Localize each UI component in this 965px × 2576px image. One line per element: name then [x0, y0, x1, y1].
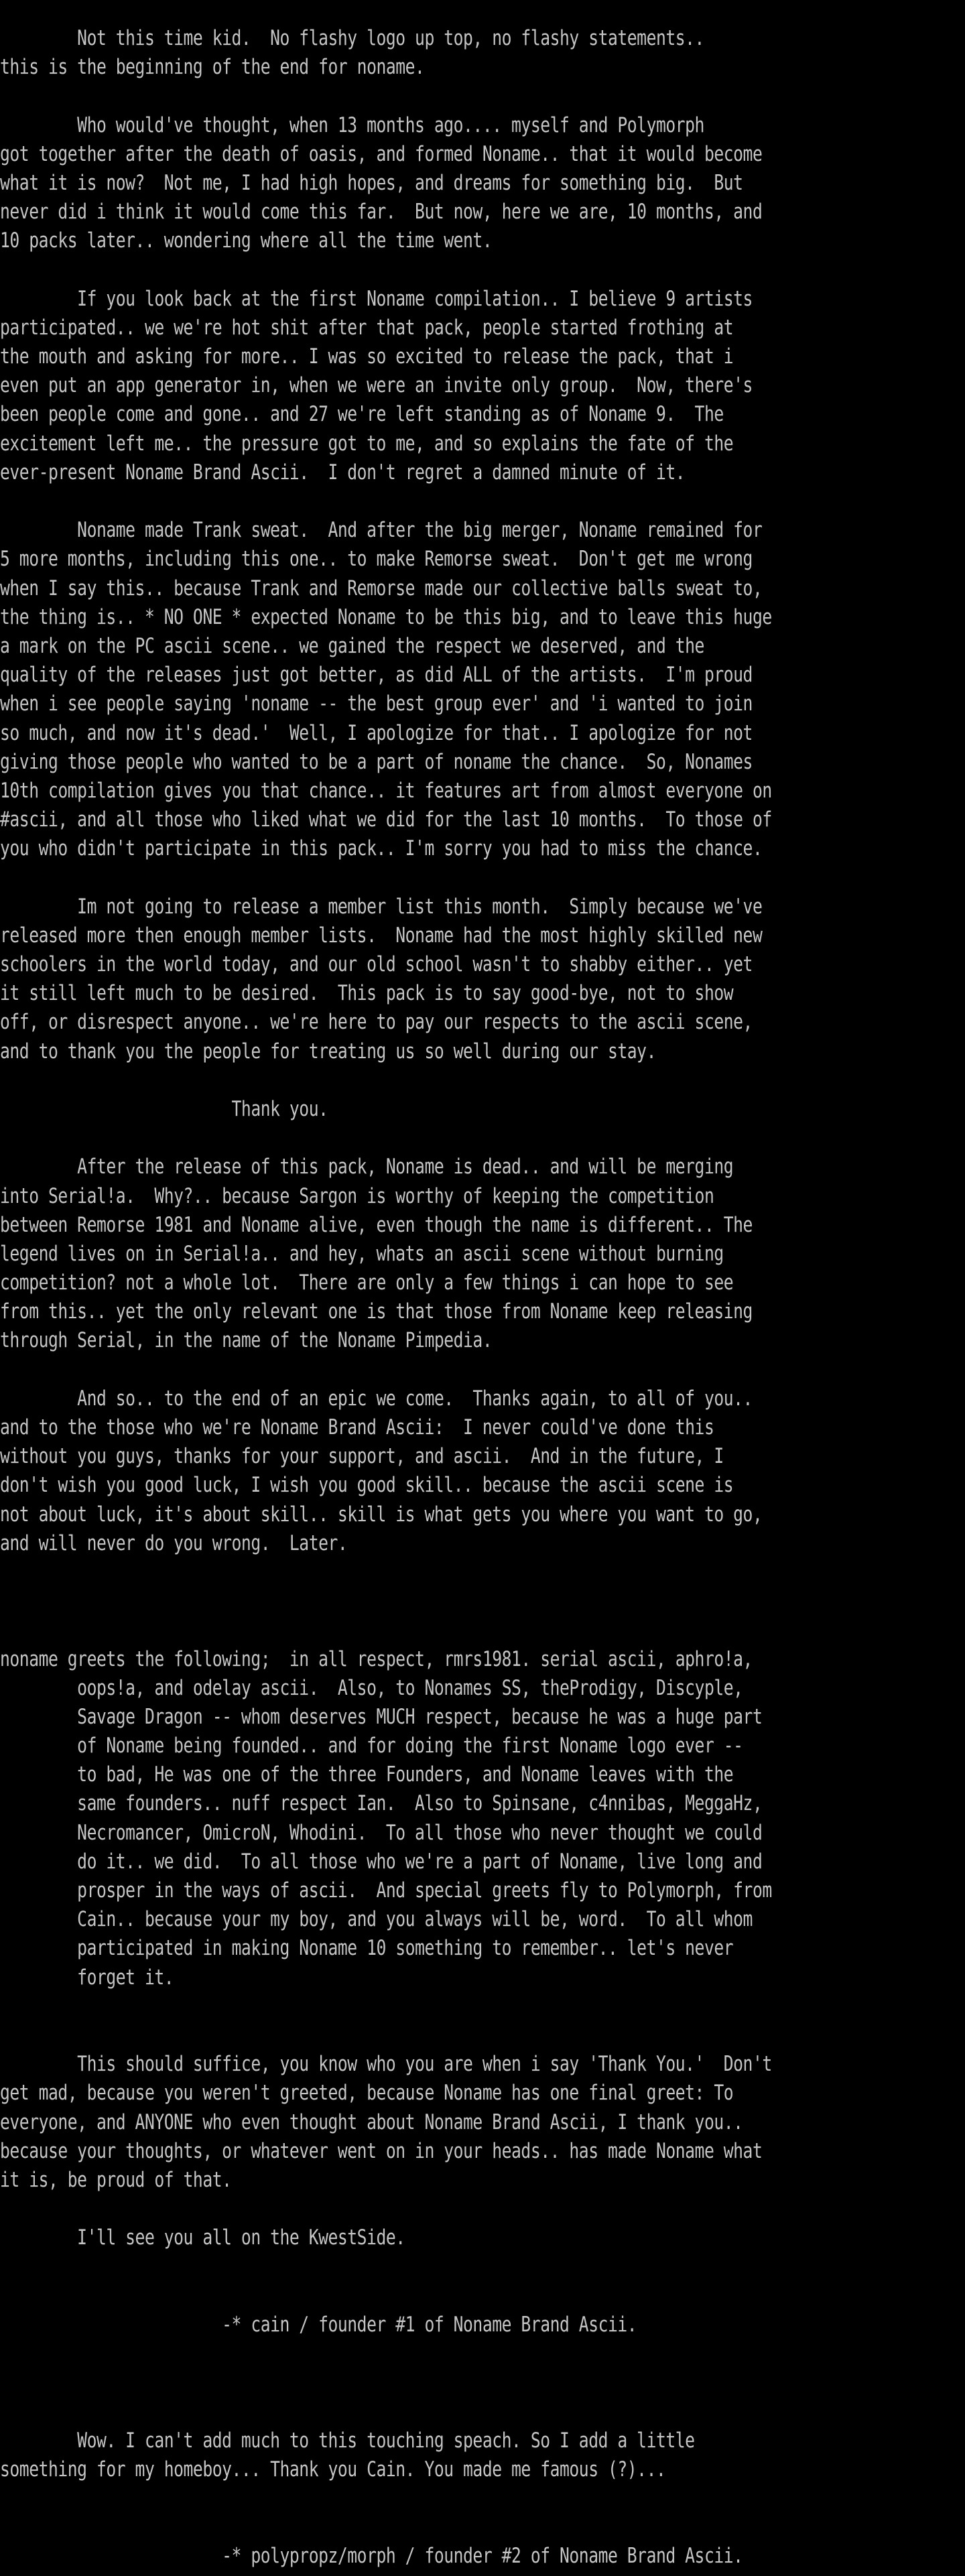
text-line: Im not going to release a member list this month. Simply because we've — [0, 894, 763, 919]
text-line: Necromancer, OmicroN, Whodini. To all those who never thought we could — [0, 1820, 763, 1845]
text-line: noname greets the following; in all respect, rmrs1981. serial ascii, aphro!a, — [0, 1647, 753, 1671]
text-line: do it.. we did. To all those who we're a part of Noname, live long and — [0, 1849, 763, 1874]
text-line: same founders.. nuff respect Ian. Also to Spinsane, c4nnibas, MeggaHz, — [0, 1791, 763, 1816]
text-line: and will never do you wrong. Later. — [0, 1531, 348, 1555]
text-line: Noname made Trank sweat. And after the big merger, Noname remained for — [0, 518, 763, 543]
blank-line — [0, 487, 769, 516]
text-line: you who didn't participate in this pack.. I'm sorry you had to miss the chance. — [0, 836, 763, 861]
blank-line — [0, 2252, 769, 2281]
text-line: giving those people who wanted to be a part of noname the chance. So, Nonames — [0, 749, 753, 774]
text-line: Who would've thought, when 13 months ago.... myself and Polymorph — [0, 113, 704, 137]
blank-line — [0, 1992, 769, 2021]
blank-line — [0, 863, 769, 892]
blank-line — [0, 1066, 769, 1095]
text-line: it still left much to be desired. This pack is to say good-bye, not to show — [0, 981, 734, 1006]
text-line: After the release of this pack, Noname is dead.. and will be merging — [0, 1155, 734, 1179]
text-line: schoolers in the world today, and our old school wasn't to shabby either.. yet — [0, 952, 753, 976]
text-line: what it is now? Not me, I had high hopes, and dreams for something big. But — [0, 170, 743, 195]
text-line: and to thank you the people for treating us so well during our stay. — [0, 1039, 656, 1064]
text-line: Thank you. — [0, 1096, 328, 1121]
text-line: into Serial!a. Why?.. because Sargon is worthy of keeping the competition — [0, 1183, 714, 1208]
blank-line — [0, 2339, 769, 2368]
blank-line — [0, 256, 769, 285]
text-line: legend lives on in Serial!a.. and hey, whats an ascii scene without burning — [0, 1241, 724, 1266]
text-line: And so.. to the end of an epic we come. Thanks again, to all of you.. — [0, 1386, 753, 1411]
blank-line — [0, 82, 769, 111]
text-line: between Remorse 1981 and Noname alive, even though the name is different.. The — [0, 1212, 753, 1237]
blank-line — [0, 1558, 769, 1587]
text-line: I'll see you all on the KwestSide. — [0, 2226, 405, 2250]
text-line: the thing is.. * NO ONE * expected Noname to be this big, and to leave this huge — [0, 604, 772, 629]
text-line: This should suffice, you know who you are when i say 'Thank You.' Don't — [0, 2052, 772, 2077]
text-line: this is the beginning of the end for noname. — [0, 55, 425, 80]
text-line: forget it. — [0, 1965, 174, 1990]
text-line: been people come and gone.. and 27 we're left standing as of Noname 9. The — [0, 402, 724, 427]
text-line: prosper in the ways of ascii. And special greets fly to Polymorph, from — [0, 1878, 772, 1903]
text-line: and to the those who we're Noname Brand Ascii: I never could've done this — [0, 1415, 714, 1439]
text-line: ever-present Noname Brand Ascii. I don't regret a damned minute of it. — [0, 460, 686, 485]
blank-line — [0, 2195, 769, 2224]
text-line: because your thoughts, or whatever went on in your heads.. has made Noname what — [0, 2138, 763, 2163]
text-line: so much, and now it's dead.' Well, I apologize for that.. I apologize for not — [0, 720, 753, 745]
text-line: not about luck, it's about skill.. skill is what gets you where you want to go, — [0, 1502, 763, 1527]
text-line: quality of the releases just got better, as did ALL of the artists. I'm proud — [0, 663, 753, 688]
text-line: when I say this.. because Trank and Remorse made our collective balls sweat to, — [0, 576, 763, 600]
text-line: the mouth and asking for more.. I was so excited to release the pack, that i — [0, 344, 734, 369]
text-line: through Serial, in the name of the Noname Pimpedia. — [0, 1328, 493, 1353]
text-line: oops!a, and odelay ascii. Also, to Nonames SS, theProdigy, Discyple, — [0, 1675, 743, 1700]
text-line: Cain.. because your my boy, and you always will be, word. To all whom — [0, 1907, 753, 1932]
text-line: everyone, and ANYONE who even thought about Noname Brand Ascii, I thank you.. — [0, 2110, 743, 2134]
text-line: without you guys, thanks for your support, and ascii. And in the future, I — [0, 1444, 724, 1469]
blank-line — [0, 1356, 769, 1384]
text-line: off, or disrespect anyone.. we're here to pay our respects to the ascii scene, — [0, 1010, 753, 1035]
text-line: excitement left me.. the pressure got to me, and so explains the fate of the — [0, 431, 734, 456]
blank-line — [0, 1616, 769, 1645]
text-line: -* polypropz/morph / founder #2 of Noname Brand Ascii. — [0, 2544, 743, 2569]
text-line: get mad, because you weren't greeted, because Noname has one final greet: To — [0, 2081, 734, 2106]
text-line: even put an app generator in, when we were an invite only group. Now, there's — [0, 373, 753, 398]
text-line: a mark on the PC ascii scene.. we gained the respect we deserved, and the — [0, 633, 704, 658]
blank-line — [0, 1124, 769, 1153]
text-line: to bad, He was one of the three Founders, and Noname leaves with the — [0, 1762, 734, 1787]
text-line: released more then enough member lists. Noname had the most highly skilled new — [0, 923, 763, 948]
text-line: participated in making Noname 10 something to remember.. let's never — [0, 1936, 734, 1961]
text-line: from this.. yet the only relevant one is that those from Noname keep releasing — [0, 1299, 753, 1324]
text-line: of Noname being founded.. and for doing the first Noname logo ever -- — [0, 1734, 743, 1758]
text-line: Savage Dragon -- whom deserves MUCH respect, because he was a huge part — [0, 1704, 763, 1729]
blank-line — [0, 1587, 769, 1616]
text-line: 5 more months, including this one.. to make Remorse sweat. Don't get me wrong — [0, 547, 753, 572]
text-line: #ascii, and all those who liked what we did for the last 10 months. To those of — [0, 808, 772, 832]
blank-line — [0, 2368, 769, 2397]
text-line: competition? not a whole lot. There are only a few things i can hope to see — [0, 1271, 734, 1295]
text-line: something for my homeboy... Thank you Cain. You made me famous (?)... — [0, 2457, 666, 2482]
text-line: don't wish you good luck, I wish you good skill.. because the ascii scene is — [0, 1473, 734, 1498]
blank-line — [0, 2513, 769, 2542]
text-line: it is, be proud of that. — [0, 2167, 232, 2192]
text-line: when i see people saying 'noname -- the best group ever' and 'i wanted to join — [0, 692, 753, 716]
text-line: got together after the death of oasis, and formed Noname.. that it would become — [0, 141, 763, 166]
blank-line — [0, 2282, 769, 2311]
text-line: -* cain / founder #1 of Noname Brand Ascii. — [0, 2312, 637, 2337]
text-line: participated.. we we're hot shit after that pack, people started frothing at — [0, 315, 734, 340]
blank-line — [0, 2484, 769, 2513]
text-line: Not this time kid. No flashy logo up top, no flashy statements.. — [0, 26, 704, 50]
blank-line — [0, 2021, 769, 2050]
text-line: never did i think it would come this far. But now, here we are, 10 months, and — [0, 200, 763, 224]
text-line: 10 packs later.. wondering where all the time went. — [0, 229, 493, 253]
text-line: 10th compilation gives you that chance.. it features art from almost everyone on — [0, 778, 772, 803]
text-line: Wow. I can't add much to this touching speach. So I add a little — [0, 2428, 695, 2453]
text-line: If you look back at the first Noname compilation.. I believe 9 artists — [0, 286, 753, 311]
blank-line — [0, 2397, 769, 2426]
